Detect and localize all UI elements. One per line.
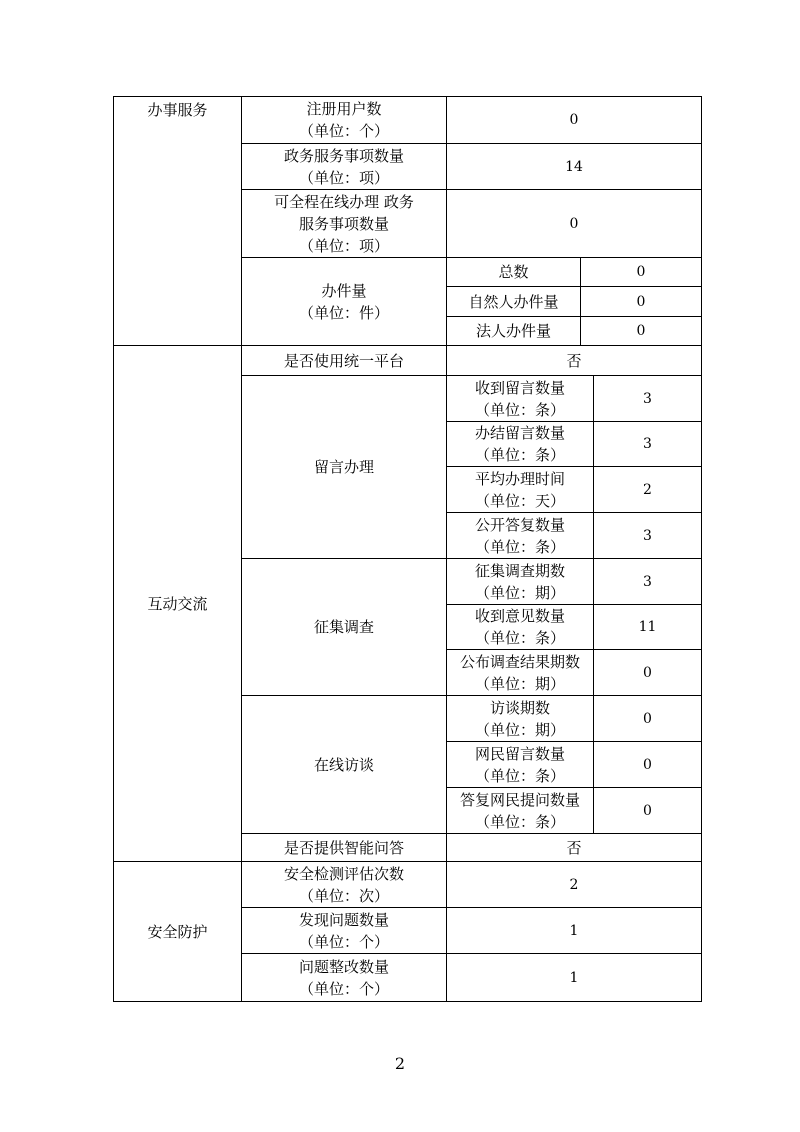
- issues-found-value: 1: [569, 922, 579, 939]
- cell-text: 公开答复数量: [474, 515, 565, 534]
- section-label-banshi: [114, 97, 241, 347]
- msg-public-replies-label: [447, 513, 593, 558]
- interview-periods-value: 0: [643, 710, 652, 727]
- survey-results-label: [447, 650, 593, 695]
- handled-legal-label: 法人办件量: [475, 322, 551, 340]
- unified-platform-value: 否: [566, 351, 582, 370]
- messages-group-label: 留言办理: [313, 458, 374, 476]
- cell-unit: （单位：期）: [474, 583, 565, 602]
- cell-unit: （单位：期）: [474, 674, 565, 693]
- msg-concluded-value: 3: [643, 436, 652, 452]
- interview-answered-label: [447, 788, 593, 833]
- interview-netizen-msgs-value: 0: [643, 756, 652, 773]
- cell-unit: （单位：天）: [474, 491, 565, 510]
- cell-text: 可全程在线办理 政务: [274, 192, 414, 211]
- cell-text: 公布调查结果期数: [459, 652, 580, 671]
- cell-text: 网民留言数量: [474, 744, 565, 763]
- cell-unit: （单位：个）: [298, 122, 389, 140]
- msg-received-label: [447, 376, 593, 421]
- smart-qa-label: 是否提供智能问答: [283, 838, 404, 857]
- cell-text: 服务事项数量: [298, 214, 389, 233]
- cell-unit: （单位：项）: [298, 236, 389, 255]
- cell-text: 注册用户数: [306, 100, 382, 118]
- interview-periods-label: [447, 696, 593, 741]
- table-border-bottom: [113, 1001, 702, 1002]
- online-items-label: [242, 190, 446, 257]
- cell-text: 办结留言数量: [474, 424, 565, 442]
- cell-text: 安全检测评估次数: [283, 864, 404, 883]
- issues-fixed-value: 1: [569, 969, 579, 986]
- unified-platform-label: 是否使用统一平台: [283, 351, 404, 370]
- interview-group-label: 在线访谈: [313, 755, 374, 774]
- service-items-label: [242, 144, 446, 189]
- cell-unit: （单位：条）: [474, 812, 565, 831]
- cell-text: 收到意见数量: [474, 607, 565, 625]
- interview-netizen-msgs-label: [447, 742, 593, 787]
- cell-unit: （单位：条）: [474, 629, 565, 647]
- cell-unit: （单位：条）: [474, 446, 565, 464]
- handled-legal-value: 0: [636, 323, 646, 339]
- msg-received-value: 3: [643, 390, 652, 407]
- cell-unit: （单位：条）: [474, 766, 565, 785]
- assessments-label: [242, 862, 446, 907]
- handled-total-label: 总数: [498, 263, 529, 281]
- cell-unit: （单位：期）: [474, 720, 565, 739]
- msg-public-replies-value: 3: [643, 527, 652, 544]
- cell-unit: （单位：项）: [298, 168, 389, 187]
- cell-unit: （单位：条）: [474, 537, 565, 556]
- section-label-anquan: 安全防护: [147, 922, 208, 941]
- cell-unit: （单位：件）: [298, 303, 389, 322]
- online-items-value: 0: [569, 215, 579, 232]
- issues-found-label: [242, 908, 446, 953]
- cell-unit: （单位：条）: [474, 400, 565, 419]
- page-number: 2: [394, 1054, 406, 1073]
- assessments-value: 2: [569, 876, 579, 893]
- table-border-right: [701, 96, 702, 1002]
- cell-text: 平均办理时间: [474, 469, 565, 488]
- section-label-text: 办事服务: [147, 101, 208, 119]
- msg-avg-time-label: [447, 467, 593, 512]
- registered-users-label: [242, 97, 446, 143]
- cell-unit: （单位：个）: [298, 932, 389, 951]
- survey-group-label: 征集调查: [313, 618, 374, 636]
- msg-avg-time-value: 2: [643, 481, 652, 498]
- survey-periods-label: [447, 559, 593, 604]
- registered-users-value: 0: [569, 112, 579, 128]
- cell-text: 收到留言数量: [474, 378, 565, 397]
- survey-periods-value: 3: [643, 573, 652, 590]
- cell-text: 政务服务事项数量: [283, 146, 404, 165]
- cell-text: 征集调查期数: [474, 561, 565, 580]
- handled-natural-value: 0: [636, 293, 646, 310]
- smart-qa-value: 否: [566, 838, 582, 857]
- survey-opinions-label: [447, 605, 593, 649]
- cell-text: 发现问题数量: [298, 910, 389, 929]
- cell-text: 访谈期数: [489, 698, 550, 717]
- issues-fixed-label: [242, 954, 446, 1001]
- survey-results-value: 0: [643, 664, 652, 681]
- section-label-hudong: 互动交流: [147, 594, 208, 613]
- cell-text: 问题整改数量: [298, 957, 389, 976]
- service-items-value: 14: [565, 158, 583, 175]
- survey-opinions-value: 11: [638, 619, 657, 635]
- handled-natural-label: 自然人办件量: [468, 292, 559, 311]
- cell-unit: （单位：个）: [298, 979, 389, 998]
- handled-label: [242, 258, 446, 345]
- cell-text: 办件量: [321, 281, 367, 300]
- handled-total-value: 0: [636, 264, 646, 280]
- cell-unit: （单位：次）: [298, 886, 389, 905]
- cell-text: 答复网民提问数量: [459, 790, 580, 809]
- interview-answered-value: 0: [643, 802, 652, 819]
- msg-concluded-label: [447, 422, 593, 466]
